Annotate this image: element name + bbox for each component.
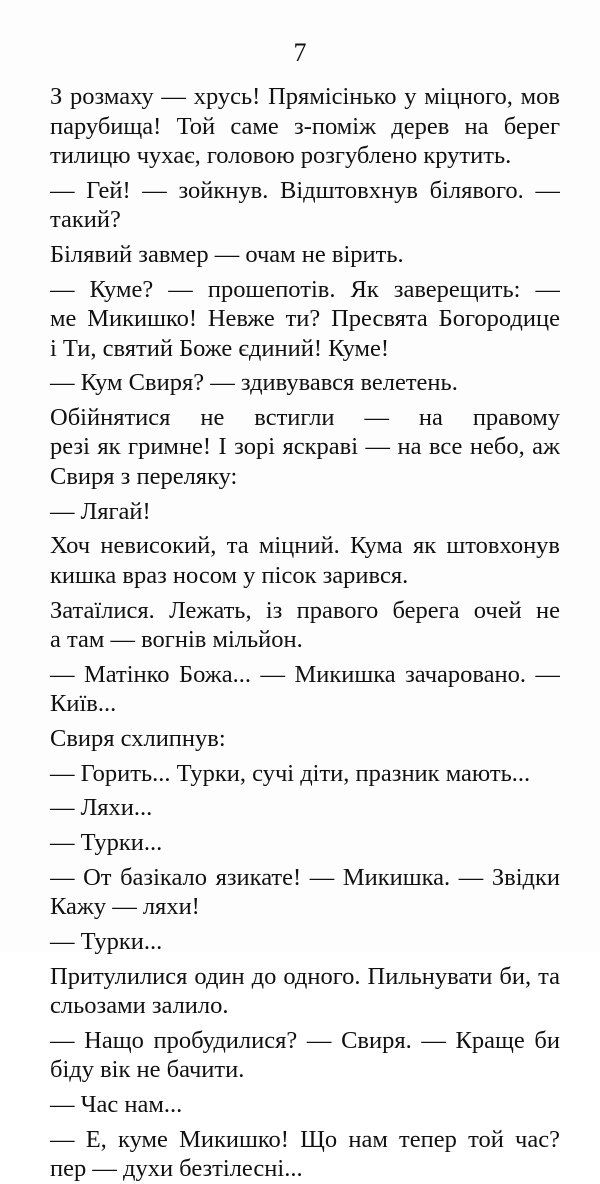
text-line: — Куме? — прошепотів. Як заверещить: — — [50, 275, 560, 303]
text-line: Кажу — ляхи! — [50, 893, 200, 921]
text-line: — Матінко Божа... — Микишка зачаровано. — — [50, 660, 560, 688]
text-line: — Кум Свиря? — здивувався велетень. — [50, 369, 458, 397]
paragraph — [50, 240, 560, 270]
text-line: — Час нам... — [50, 1090, 183, 1118]
text-line: — Е, куме Микишко! Що нам тепер той час? — [50, 1125, 560, 1153]
text-line: — Турки... — [50, 828, 163, 856]
paragraph — [50, 497, 560, 527]
text-line: парубища! Той саме з-поміж дерев на берег — [50, 112, 560, 140]
text-line: а там — вогнів мільйон. — [50, 626, 303, 653]
paragraph — [50, 1026, 560, 1085]
text-line: Київ... — [50, 690, 117, 718]
text-line: кишка враз носом у пісок зарився. — [50, 561, 409, 589]
text-line: біду вік не бачити. — [50, 1056, 245, 1084]
text-line: Затаїлися. Лежать, із правого берега очей не — [50, 596, 560, 624]
text-line: — Ляхи... — [50, 794, 153, 822]
paragraph — [50, 275, 560, 364]
paragraph — [50, 1090, 560, 1120]
text-body — [50, 82, 560, 1184]
paragraph — [50, 176, 560, 235]
paragraph — [50, 724, 560, 754]
paragraph — [50, 962, 560, 1021]
paragraph — [50, 403, 560, 492]
text-line: Свиря з переляку: — [50, 462, 238, 490]
text-line: такий? — [50, 206, 121, 234]
text-line: — Горить... Турки, сучі діти, празник мають... — [50, 759, 531, 787]
paragraph — [50, 82, 560, 171]
paragraph — [50, 531, 560, 590]
text-line: Обійнятися не встигли — на правому — [50, 403, 560, 431]
paragraph — [50, 368, 560, 398]
paragraph — [50, 1125, 560, 1184]
paragraph — [50, 660, 560, 719]
page-number: 7 — [293, 38, 307, 67]
text-line: З розмаху — хрусь! Прямісінько у міцного, мов — [50, 83, 560, 110]
paragraph — [50, 863, 560, 922]
text-line: тилицю чухає, головою розгублено крутить. — [50, 142, 512, 169]
paragraph — [50, 828, 560, 858]
text-line: — Лягай! — [50, 497, 151, 525]
text-line: — Нащо пробудилися? — Свиря. — Краще би — [50, 1026, 560, 1054]
text-line: Притулилися один до одного. Пильнувати би, та — [50, 962, 560, 990]
text-line: — Гей! — зойкнув. Відштовхнув білявого. — — [50, 176, 560, 204]
text-line: пер — духи безтілесні... — [50, 1155, 303, 1183]
text-line: — Турки... — [50, 927, 163, 955]
paragraph — [50, 793, 560, 823]
text-line: і Ти, святий Боже єдиний! Куме! — [50, 334, 390, 362]
text-line: Білявий завмер — очам не вірить. — [50, 240, 404, 268]
paragraph — [50, 596, 560, 655]
paragraph — [50, 759, 560, 789]
text-line: резі як гримне! І зорі яскраві — на все небо, аж — [50, 433, 560, 461]
text-line: сльозами залило. — [50, 992, 229, 1019]
text-line: — От базікало язикате! — Микишка. — Звідки — [50, 863, 560, 891]
text-line: ме Микишко! Невже ти? Пресвята Богородице — [50, 305, 560, 333]
text-line: Хоч невисокий, та міцний. Кума як штовхонув — [50, 532, 560, 560]
text-line: Свиря схлипнув: — [50, 724, 226, 752]
